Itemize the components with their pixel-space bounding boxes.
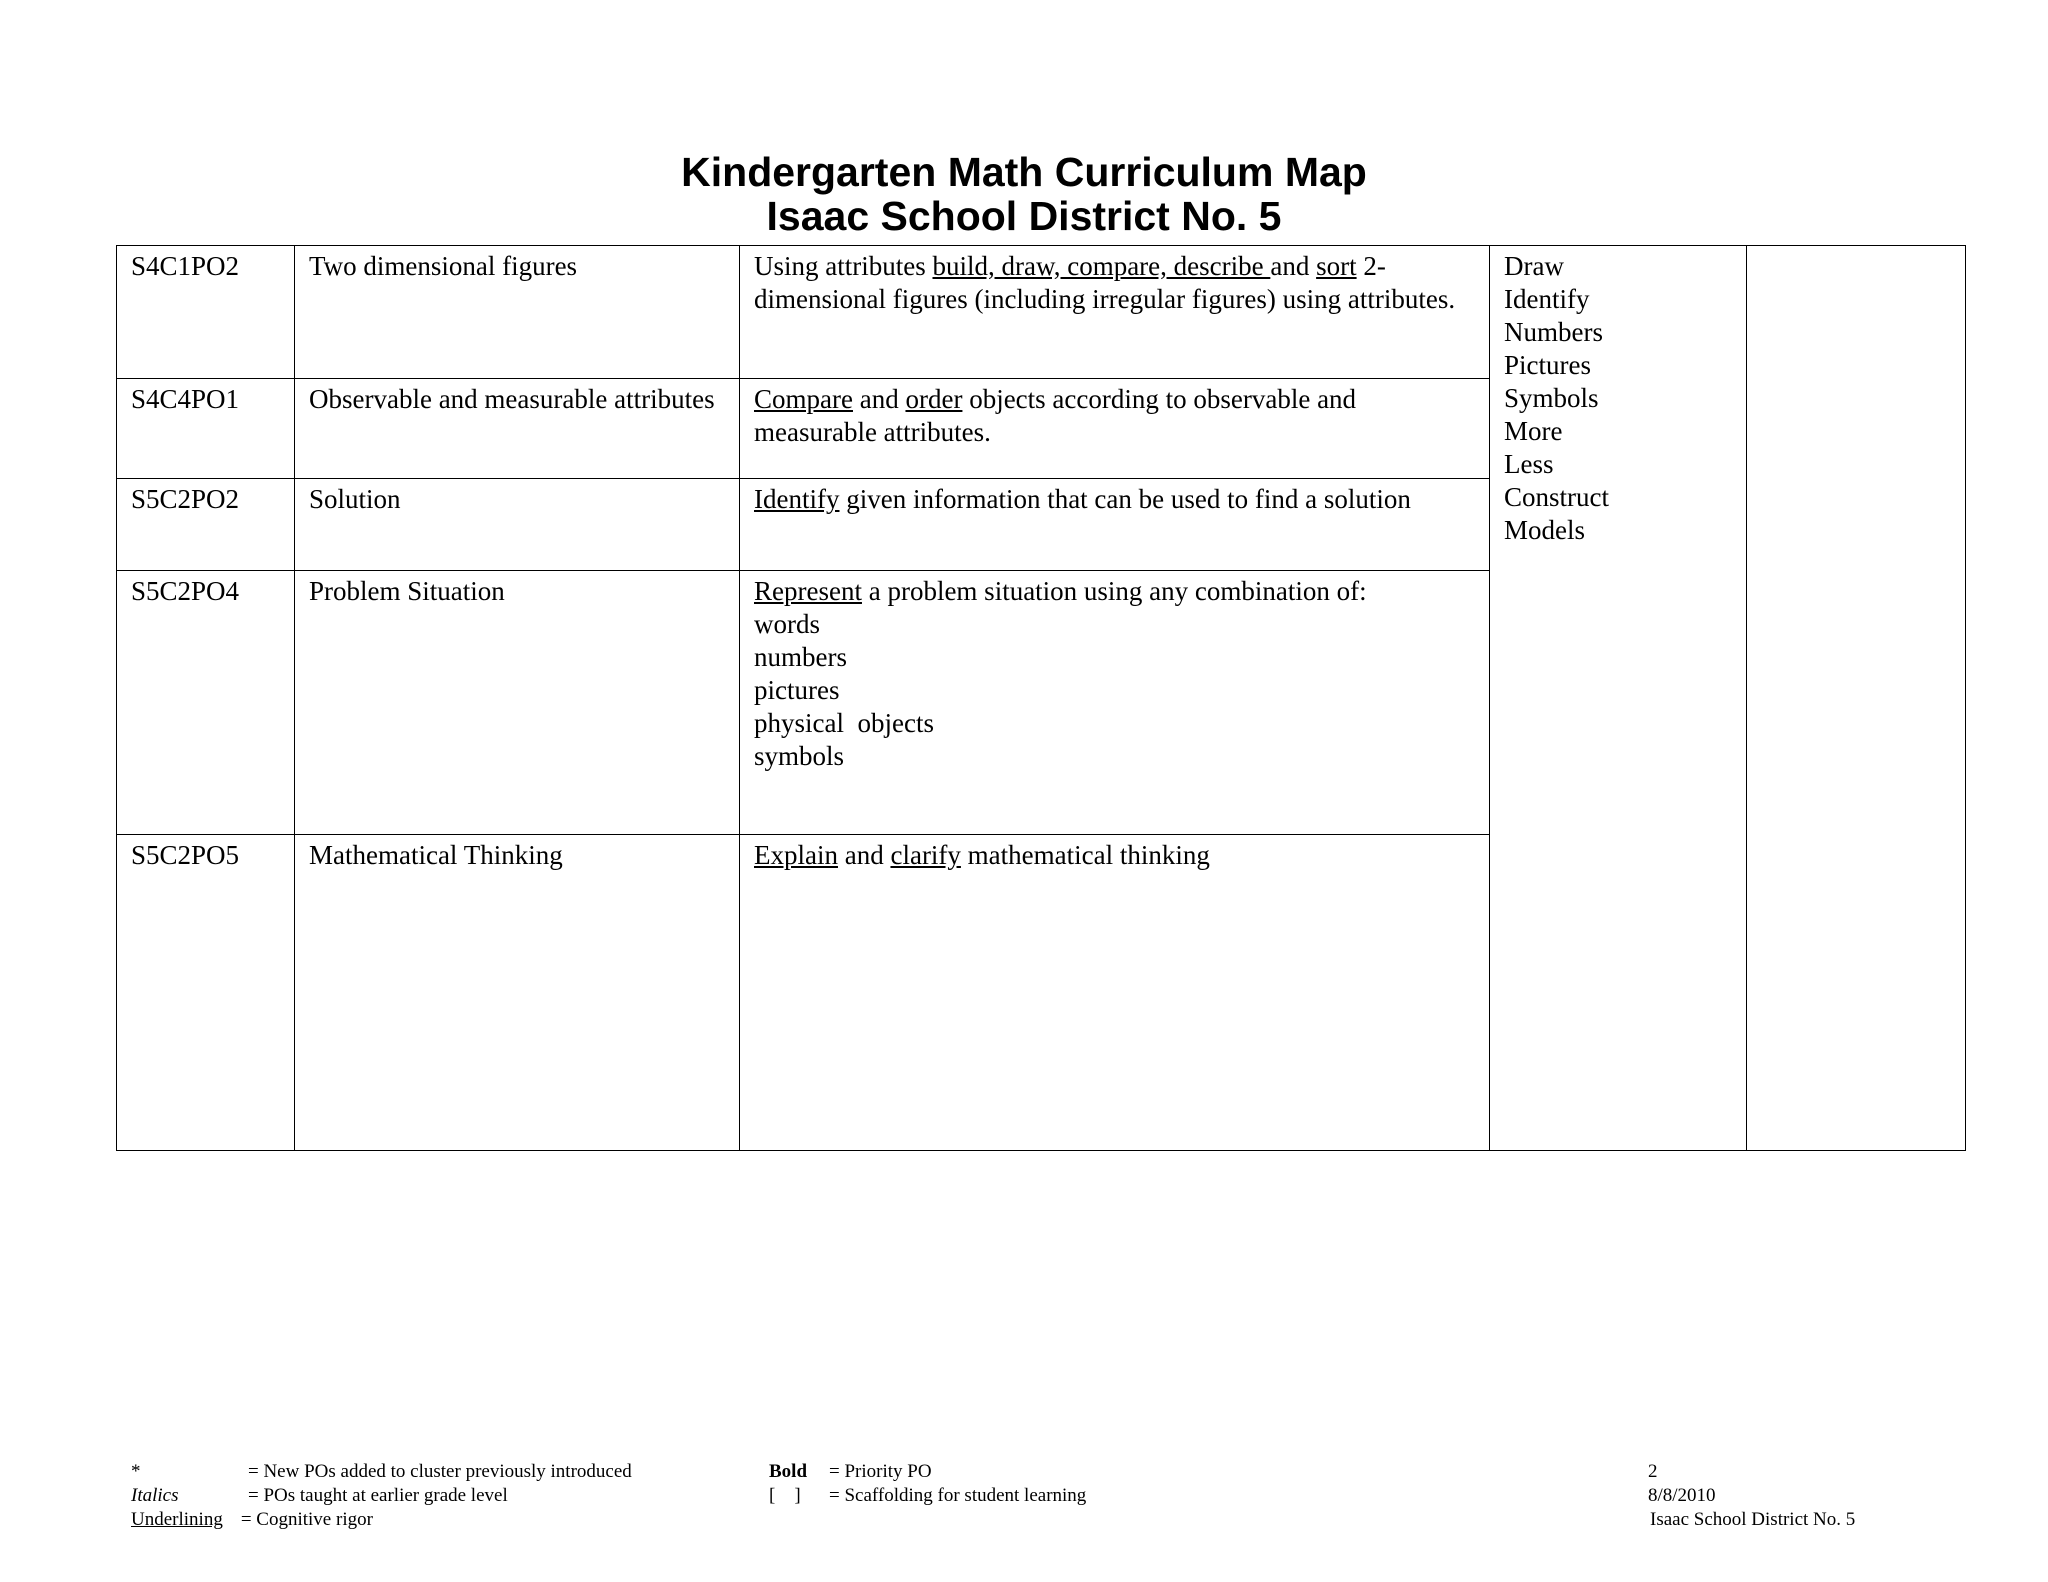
- legend-bold-desc: = Priority PO: [829, 1461, 932, 1482]
- objective-cell: [740, 379, 1490, 479]
- po-code-cell: [117, 379, 295, 479]
- footer-info: [1648, 1460, 1855, 1532]
- objective-text: [740, 835, 1489, 872]
- objective-underlined: clarify: [890, 840, 961, 870]
- po-code: S4C4PO1: [131, 384, 240, 414]
- legend-star: *: [131, 1461, 141, 1482]
- po-code: S5C2PO4: [131, 576, 240, 606]
- vocab-item: Less: [1504, 449, 1554, 479]
- legend-bracket-desc: = Scaffolding for student learning: [829, 1485, 1087, 1506]
- legend-row-new: [131, 1460, 632, 1484]
- objective-post: 2-dimensional figures (including irregular figures) using attributes.: [754, 251, 1456, 314]
- list-item: numbers: [754, 642, 847, 672]
- concept-text: Observable and measurable attributes: [309, 384, 715, 414]
- objective-pre: Using attributes: [754, 251, 933, 281]
- objective-underlined: sort: [1316, 251, 1357, 281]
- concept-cell: [295, 379, 740, 479]
- objective-underlined: order: [905, 384, 963, 414]
- page-number: 2: [1648, 1461, 1658, 1482]
- legend-row-scaffold: [769, 1484, 1086, 1508]
- objective-text: [740, 571, 1489, 773]
- curriculum-table: [116, 245, 1966, 1151]
- po-code: S4C1PO2: [131, 251, 240, 281]
- legend-row-underline: [131, 1508, 632, 1532]
- vocab-item: Identify: [1504, 284, 1590, 314]
- legend-bracket: [ ]: [769, 1485, 801, 1506]
- vocab-item: Pictures: [1504, 350, 1591, 380]
- concept-cell: [295, 479, 740, 571]
- objective-cell: [740, 246, 1490, 379]
- vocab-item: More: [1504, 416, 1563, 446]
- legend-right: [769, 1460, 1086, 1508]
- po-code: S5C2PO5: [131, 840, 240, 870]
- legend-row-bold: [769, 1460, 1086, 1484]
- po-code-cell: [117, 571, 295, 835]
- concept-cell: [295, 246, 740, 379]
- objective-text: [740, 479, 1489, 516]
- table-row: [117, 246, 1966, 379]
- list-item: pictures: [754, 675, 840, 705]
- objective-underlined: Explain: [754, 840, 838, 870]
- concept-text: Two dimensional figures: [309, 251, 578, 281]
- objective-mid: and: [837, 840, 891, 870]
- vocab-item: Construct: [1504, 482, 1609, 512]
- objective-post: mathematical thinking: [960, 840, 1210, 870]
- objective-cell: [740, 835, 1490, 1151]
- list-item: physical objects: [754, 708, 934, 738]
- concept-cell: [295, 571, 740, 835]
- po-code-cell: [117, 479, 295, 571]
- concept-text: Problem Situation: [309, 576, 505, 606]
- legend-underline-desc: = Cognitive rigor: [240, 1509, 373, 1530]
- legend-bold: Bold: [769, 1461, 808, 1482]
- empty-cell: [1747, 246, 1966, 1151]
- legend-italics-desc: = POs taught at earlier grade level: [248, 1485, 508, 1506]
- objective-text: [740, 246, 1489, 316]
- objective-post: a problem situation using any combination of:: [861, 576, 1367, 606]
- vocab-item: Draw: [1504, 251, 1564, 281]
- vocabulary-list: [1490, 246, 1746, 547]
- list-item: words: [754, 609, 820, 639]
- vocabulary-cell: [1490, 246, 1747, 1151]
- objective-post: given information that can be used to find a solution: [839, 484, 1411, 514]
- vocab-item: Symbols: [1504, 383, 1599, 413]
- footer-date: 8/8/2010: [1648, 1485, 1716, 1506]
- objective-underlined: Represent: [754, 576, 862, 606]
- legend-star-desc: = New POs added to cluster previously introduced: [248, 1461, 632, 1482]
- objective-cell: [740, 479, 1490, 571]
- objective-cell: [740, 571, 1490, 835]
- list-item: symbols: [754, 741, 845, 771]
- vocab-item: Numbers: [1504, 317, 1603, 347]
- page-subtitle: Isaac School District No. 5: [766, 193, 1282, 239]
- legend-row-italics: [131, 1484, 632, 1508]
- po-code: S5C2PO2: [131, 484, 240, 514]
- concept-cell: [295, 835, 740, 1151]
- objective-underlined: Compare: [754, 384, 853, 414]
- legend-italics: Italics: [131, 1485, 179, 1506]
- vocab-item: Models: [1504, 515, 1585, 545]
- page-title: Kindergarten Math Curriculum Map: [681, 149, 1367, 195]
- legend-left: [131, 1460, 632, 1532]
- objective-mid: and: [1270, 251, 1317, 281]
- po-code-cell: [117, 246, 295, 379]
- objective-underlined: Identify: [754, 484, 840, 514]
- concept-text: Solution: [309, 484, 401, 514]
- objective-post: objects according to observable and measurable attributes.: [754, 384, 1357, 447]
- objective-text: [740, 379, 1489, 449]
- footer-district: Isaac School District No. 5: [1650, 1509, 1856, 1530]
- legend-underline: Underlining: [131, 1509, 223, 1530]
- objective-underlined: build, draw, compare, describe: [932, 251, 1271, 281]
- objective-mid: and: [852, 384, 906, 414]
- concept-text: Mathematical Thinking: [309, 840, 563, 870]
- po-code-cell: [117, 835, 295, 1151]
